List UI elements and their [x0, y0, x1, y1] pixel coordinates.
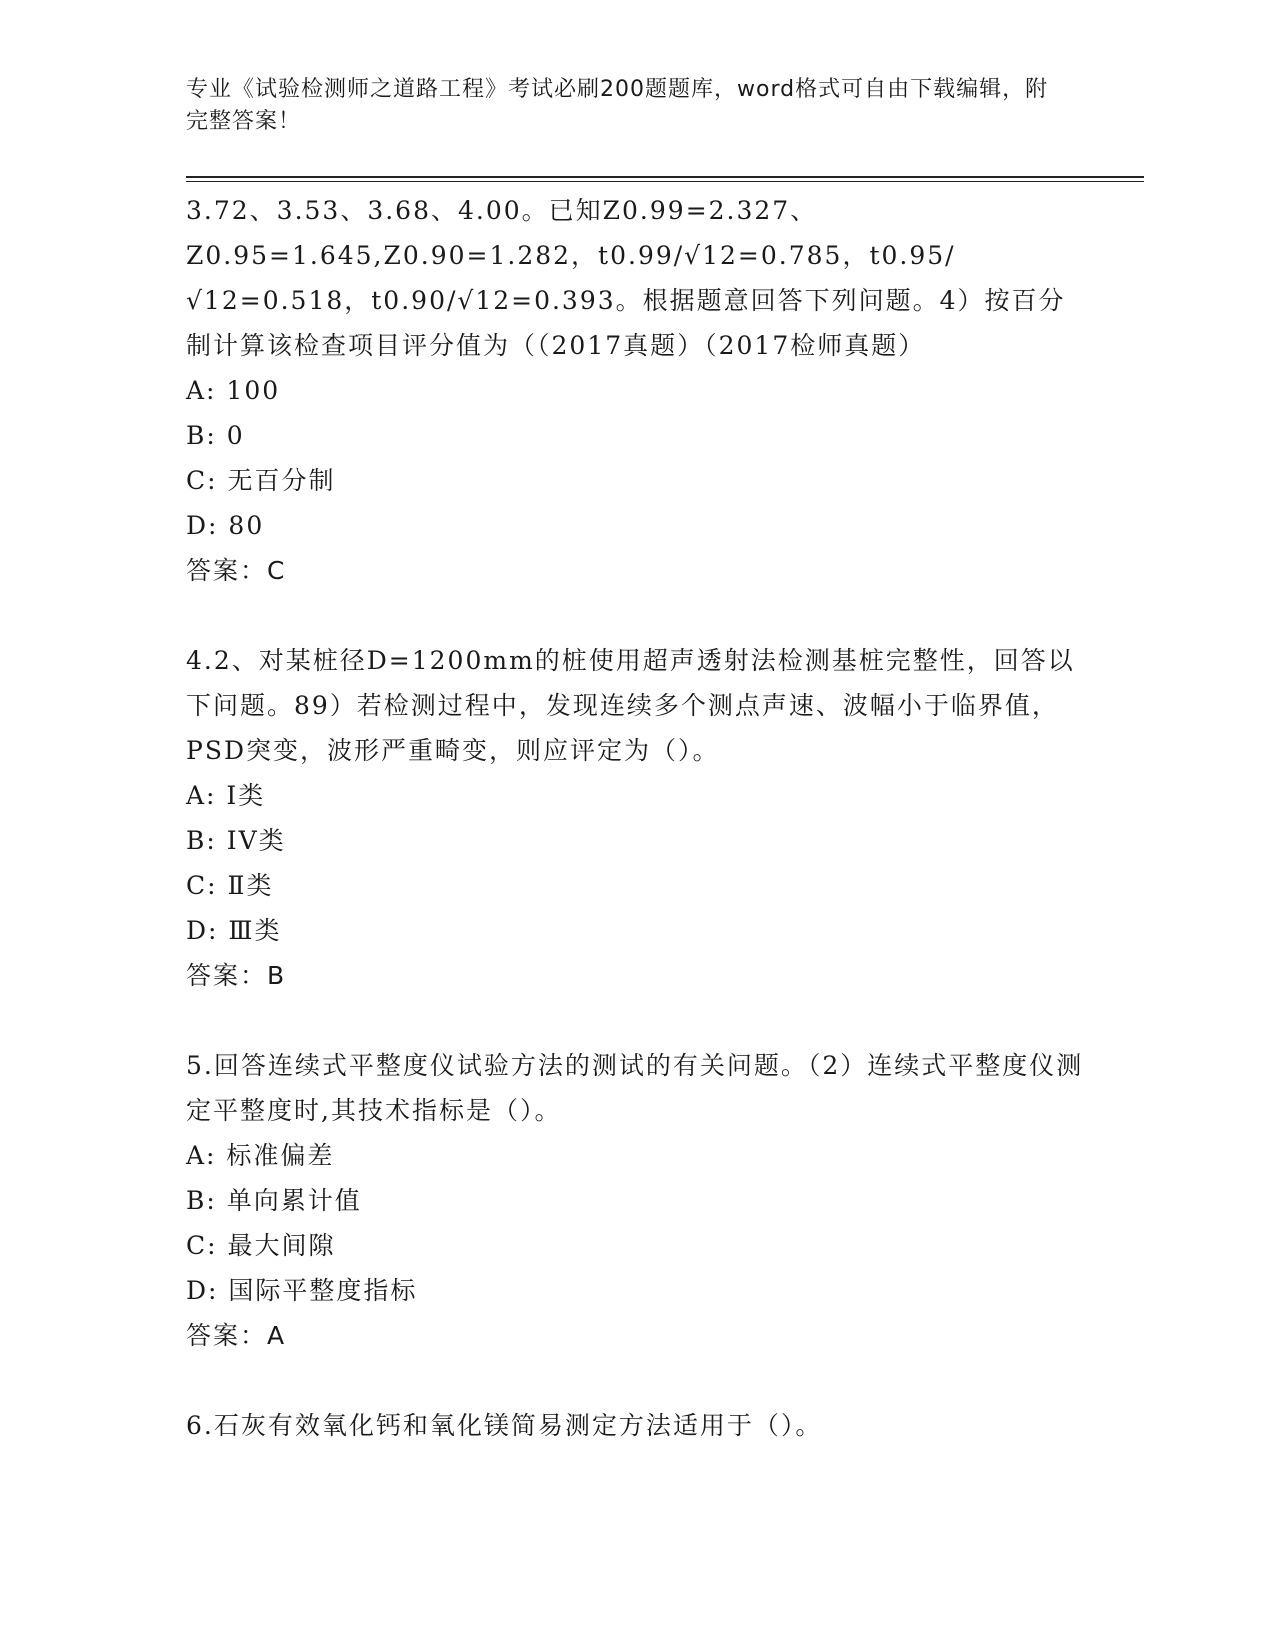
- option-c: C: Ⅱ类: [186, 871, 274, 900]
- option-d: D: 80: [186, 511, 265, 540]
- option-b: B: 0: [186, 421, 245, 450]
- answer-line: 答案：A: [186, 1321, 287, 1350]
- answer-line: 答案：C: [186, 556, 287, 585]
- option-a: A: 100: [186, 376, 281, 405]
- document-header: 专业《试验检测师之道路工程》考试必刷200题题库，word格式可自由下载编辑，附完整答案！: [186, 77, 1049, 134]
- option-b: B: 单向累计值: [186, 1186, 362, 1215]
- question-list: [186, 188, 1086, 1448]
- header-divider: [186, 176, 1144, 178]
- spacer: [186, 1358, 1086, 1403]
- question-text: 5.回答连续式平整度仪试验方法的测试的有关问题。（2）连续式平整度仪测定平整度时,其技术指标是（）。: [186, 1051, 1084, 1125]
- spacer: [186, 593, 1086, 638]
- question-block: [186, 188, 1086, 593]
- question-text: 4.2、对某桩径D=1200mm的桩使用超声透射法检测基桩完整性，回答以下问题。89）若检测过程中，发现连续多个测点声速、波幅小于临界值，PSD突变，波形严重畸变，则应评定为（）。: [186, 646, 1075, 765]
- question-block: [186, 1403, 1086, 1448]
- option-a: A: 标准偏差: [186, 1141, 335, 1170]
- option-c: C: 无百分制: [186, 466, 336, 495]
- question-block: [186, 638, 1086, 998]
- option-c: C: 最大间隙: [186, 1231, 336, 1260]
- question-text: 6.石灰有效氧化钙和氧化镁简易测定方法适用于（）。: [186, 1411, 823, 1440]
- answer-line: 答案：B: [186, 961, 287, 990]
- question-text: 3.72、3.53、3.68、4.00。已知Z0.99=2.327、Z0.95=1.645,Z0.90=1.282，t0.99/√12=0.785，t0.95/√12=0.518，t0.90/√12=0.393。根据题意回答下列问题。4）按百分制计算该检查项目评分值为（（2017真题）（2017检师真题）: [186, 196, 1066, 360]
- option-a: A: I类: [186, 781, 266, 810]
- header-divider-thin: [186, 181, 1144, 182]
- question-block: [186, 1043, 1086, 1358]
- option-b: B: IV类: [186, 826, 286, 855]
- option-d: D: 国际平整度指标: [186, 1276, 418, 1305]
- option-d: D: Ⅲ类: [186, 916, 282, 945]
- spacer: [186, 998, 1086, 1043]
